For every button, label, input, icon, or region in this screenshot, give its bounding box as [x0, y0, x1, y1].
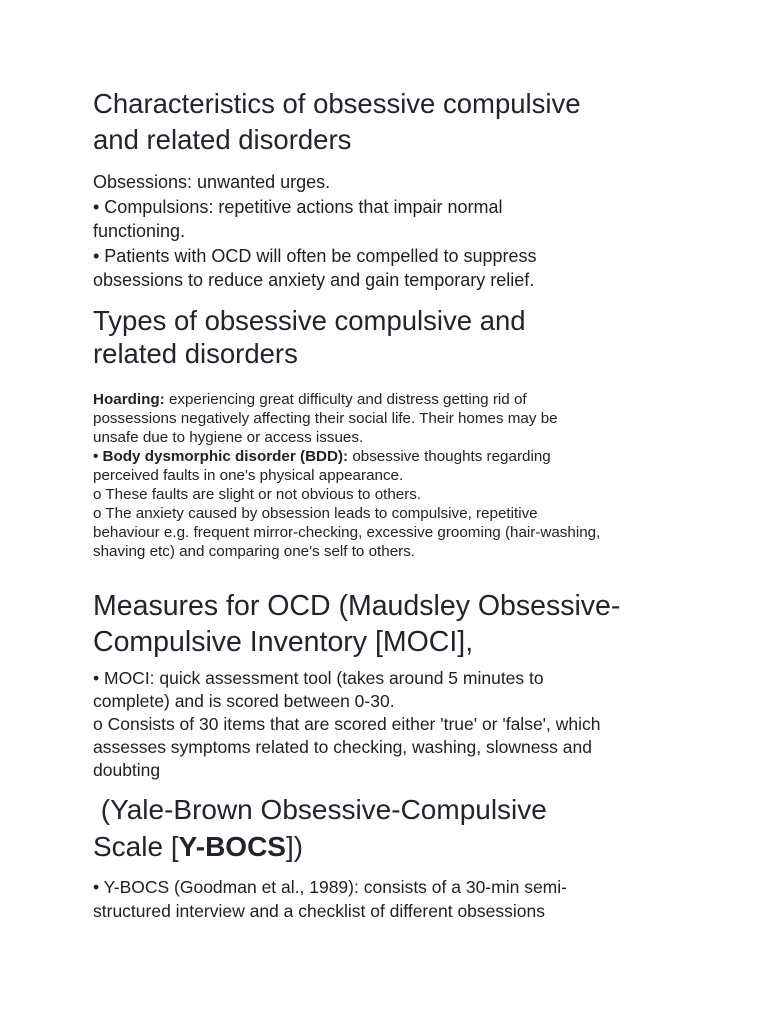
text-line: o These faults are slight or not obvious to others. [93, 486, 422, 503]
title-line: (Yale-Brown Obsessive-Compulsive [93, 794, 547, 825]
text-line: • Compulsions: repetitive actions that impair normal [93, 196, 503, 217]
bdd-label: • Body dysmorphic disorder (BDD): [93, 448, 349, 465]
text-line: behaviour e.g. frequent mirror-checking, excessive grooming (hair-washing, [93, 524, 601, 541]
text-line: assesses symptoms related to checking, washing, slowness and [93, 737, 592, 757]
text-line: structured interview and a checklist of different obsessions [93, 901, 545, 921]
text-line: obsessions to reduce anxiety and gain temporary relief. [93, 270, 535, 290]
text-line: doubting [93, 760, 161, 780]
text-line: • MOCI: quick assessment tool (takes around 5 minutes to [93, 668, 544, 688]
section-title-ybocs [93, 791, 547, 865]
text-line: o Consists of 30 items that are scored either 'true' or 'false', which [93, 714, 601, 734]
section-title-types [93, 305, 526, 370]
section-title-measures [93, 588, 620, 660]
hoarding-label: Hoarding: [93, 391, 165, 408]
bdd-line [93, 447, 600, 466]
text-line: • Patients with OCD will often be compelled to suppress [93, 245, 537, 266]
title-line: Types of obsessive compulsive and [93, 305, 526, 336]
title-text: Scale [ [93, 831, 179, 862]
text-line: possessions negatively affecting their social life. Their homes may be [93, 410, 558, 427]
hoarding-line [93, 390, 600, 409]
ybocs-text [93, 875, 567, 923]
title-line-2 [93, 828, 547, 865]
text-line: unsafe due to hygiene or access issues. [93, 429, 364, 446]
title-line: Measures for OCD (Maudsley Obsessive- [93, 590, 621, 622]
text-line: functioning. [93, 221, 186, 241]
text-line: shaving etc) and comparing one's self to others. [93, 543, 416, 560]
title-line: Characteristics of obsessive compulsive [93, 88, 581, 119]
text-line: complete) and is scored between 0-30. [93, 691, 395, 711]
title-line: Compulsive Inventory [MOCI], [93, 626, 474, 658]
bdd-text: obsessive thoughts regarding [348, 448, 551, 465]
title-text: ]) [285, 831, 304, 862]
text-line: o The anxiety caused by obsession leads to compulsive, repetitive [93, 505, 538, 522]
text-line: Obsessions: unwanted urges. [93, 172, 331, 192]
ybocs-bold: Y-BOCS [178, 831, 286, 862]
title-line: and related disorders [93, 124, 352, 155]
types-text [93, 390, 600, 561]
text-line: • Y-BOCS (Goodman et al., 1989): consists of a 30-min semi- [93, 877, 567, 897]
section-title-characteristics [93, 86, 581, 158]
moci-text [93, 667, 600, 782]
hoarding-text: experiencing great difficulty and distress getting rid of [164, 391, 527, 408]
title-line: related disorders [93, 337, 298, 369]
text-line: perceived faults in one's physical appearance. [93, 467, 404, 484]
characteristics-text [93, 170, 537, 293]
